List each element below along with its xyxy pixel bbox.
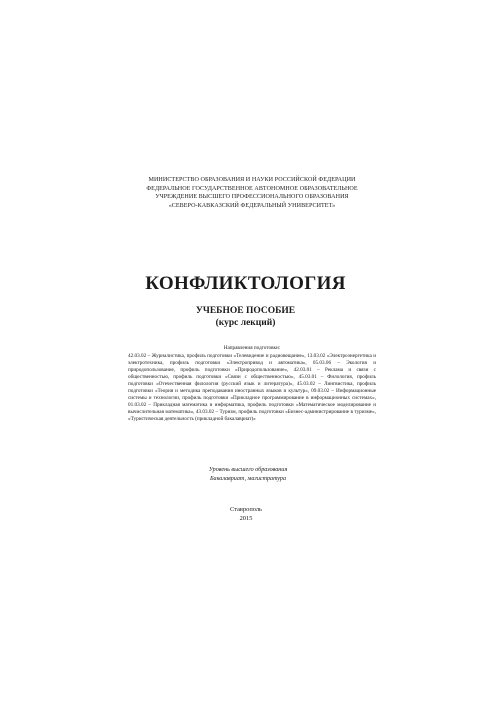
publication-place [170,506,322,523]
publication-year: 2015 [239,514,253,522]
directions-text: 42.03.02 – Журналистика, профиль подготовки «Телевидение и радиовещание», 13.03.02 «Электроэнергетика и электротехника, профиль подготовки «Электропривод и автоматика», 05.03.06 – Экология и природопользование, профиль подготовки «Природопользование», 42.03.01 – Реклама и связи с общественностью, профиль подготовки «Связи с общественностью», 45.03.01 – Филология, профиль подготовки «Отечественная филология (русский язык и литература)», 45.03.02 – Лингвистика, профиль подготовки «Теория и методика преподавания иностранных языков и культур», 09.03.02 – Информационные системы и технологии, профиль подготовки «Прикладное программирование в информационных системах», 01.03.02 – Прикладная математика и информатика, профиль подготовки «Математическое моделирование и вычислительная математика», 43.03.02 – Туризм, профиль подготовки «Бизнес-администрирование в туризме», «Туристическая деятельность (прикладной бакалавриат)» [128,353,376,423]
header-line-4: «СЕВЕРО-КАВКАЗСКИЙ ФЕДЕРАЛЬНЫЙ УНИВЕРСИТЕТ» [168,202,336,209]
ministry-header [124,176,380,210]
level-line-2: Бакалавриат, магистратура [209,476,287,482]
header-line-1: МИНИСТЕРСТВО ОБРАЗОВАНИЯ И НАУКИ РОССИЙСКОЙ ФЕДЕРАЦИИ [148,177,356,183]
education-level [130,466,366,484]
directions-heading: Направления подготовки: [223,345,281,351]
document-subtitle [100,305,391,329]
document-title: КОНФЛИКТОЛОГИЯ [145,273,346,294]
header-line-3: УЧРЕЖДЕНИЕ ВЫСШЕГО ПРОФЕССИОНАЛЬНОГО ОБРАЗОВАНИЯ [155,194,349,201]
subtitle-line-2: (курс лекций) [215,318,276,328]
header-line-2: ФЕДЕРАЛЬНОЕ ГОСУДАРСТВЕННОЕ АВТОНОМНОЕ ОБРАЗОВАТЕЛЬНОЕ [146,185,358,192]
subtitle-line-1: УЧЕБНОЕ ПОСОБИЕ [195,306,296,316]
level-line-1: Уровень высшего образования [208,467,288,473]
city-name: Ставрополь [230,506,262,513]
